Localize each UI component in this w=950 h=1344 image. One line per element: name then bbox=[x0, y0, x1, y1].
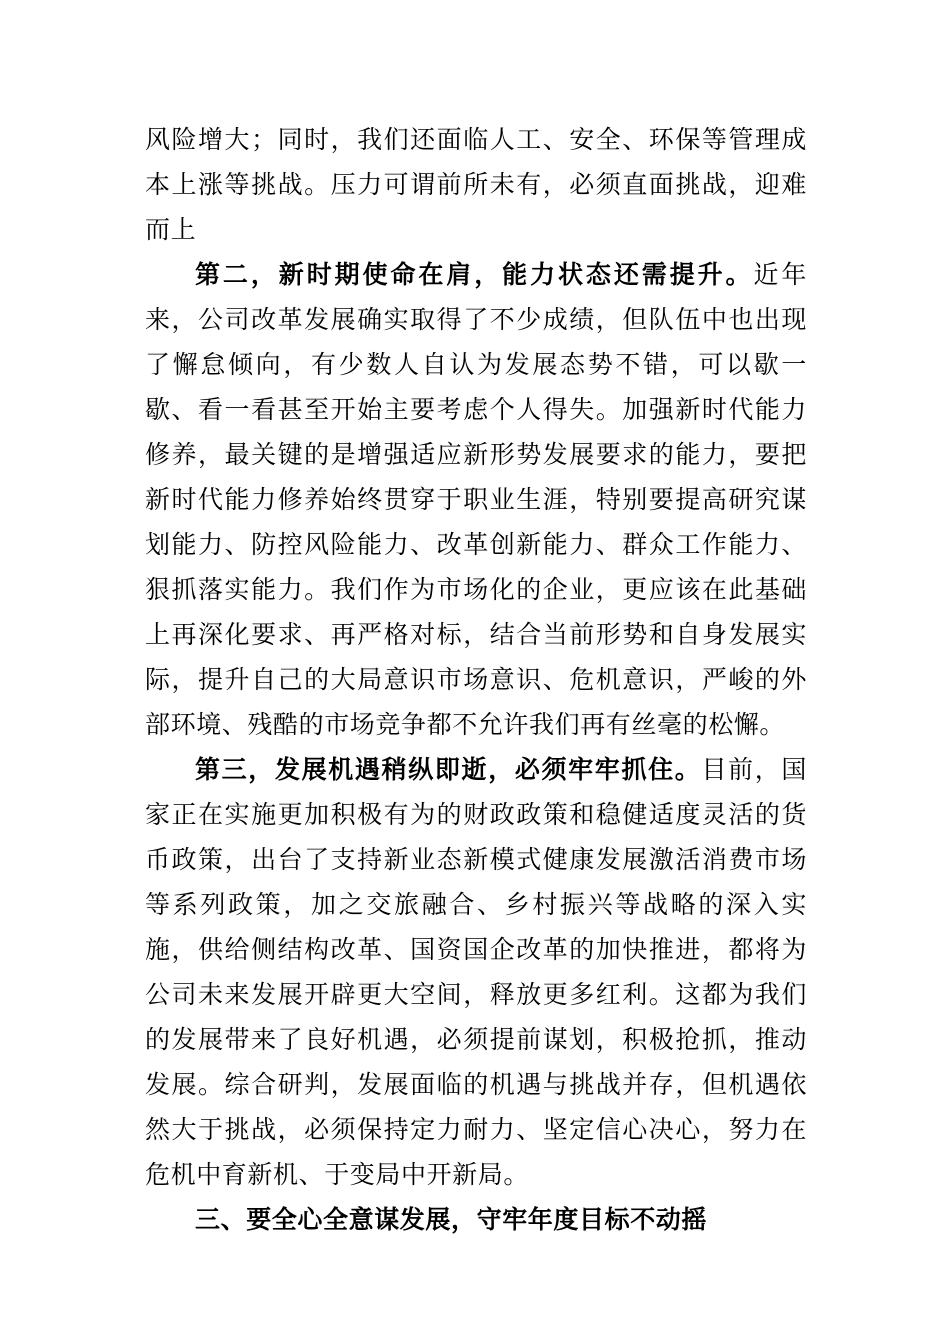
point-two-body: 近年来，公司改革发展确实取得了不少成绩，但队伍中也出现了懈怠倾向，有少数人自认为发展态势不错，可以歇一歇、看一看甚至开始主要考虑个人得失。加强新时代能力修养，最关键的是增强适应新形势发展要求的能力，要把新时代能力修养始终贯穿于职业生涯，特别要提高研究谋划能力、防控风险能力、改革创新能力、群众工作能力、狠抓落实能力。我们作为市场化的企业，更应该在此基础上再深化要求、再严格对标，结合当前形势和自身发展实际，提升自己的大局意识市场意识、危机意识，严峻的外部环境、残酷的市场竞争都不允许我们再有丝毫的松懈。 bbox=[145, 260, 807, 739]
continuation-paragraph bbox=[145, 117, 807, 252]
section-three-heading: 三、要全心全意谋发展，守牢年度目标不动摇 bbox=[195, 1205, 708, 1234]
point-three-body: 目前，国家正在实施更加积极有为的财政政策和稳健适度灵活的货币政策，出台了支持新业态新模式健康发展激活消费市场等系列政策，加之交旅融合、乡村振兴等战略的深入实施，供给侧结构改革、国资国企改革的加快推进，都将为公司未来发展开辟更大空间，释放更多红利。这都为我们的发展带来了良好机遇，必须提前谋划，积极抢抓，推动发展。综合研判，发展面临的机遇与挑战并存，但机遇依然大于挑战，必须保持定力耐力、坚定信心决心，努力在危机中育新机、于变局中开新局。 bbox=[145, 755, 807, 1189]
point-three-paragraph bbox=[145, 747, 807, 1197]
point-two-lead: 第二，新时期使命在肩，能力状态还需提升。 bbox=[195, 260, 754, 289]
point-two-paragraph bbox=[145, 252, 807, 747]
point-three-lead: 第三，发展机遇稍纵即逝，必须牢牢抓住。 bbox=[195, 755, 702, 784]
continuation-text: 风险增大；同时，我们还面临人工、安全、环保等管理成本上涨等挑战。压力可谓前所未有，必须直面挑战，迎难而上 bbox=[145, 125, 807, 244]
document-body bbox=[145, 117, 807, 1242]
